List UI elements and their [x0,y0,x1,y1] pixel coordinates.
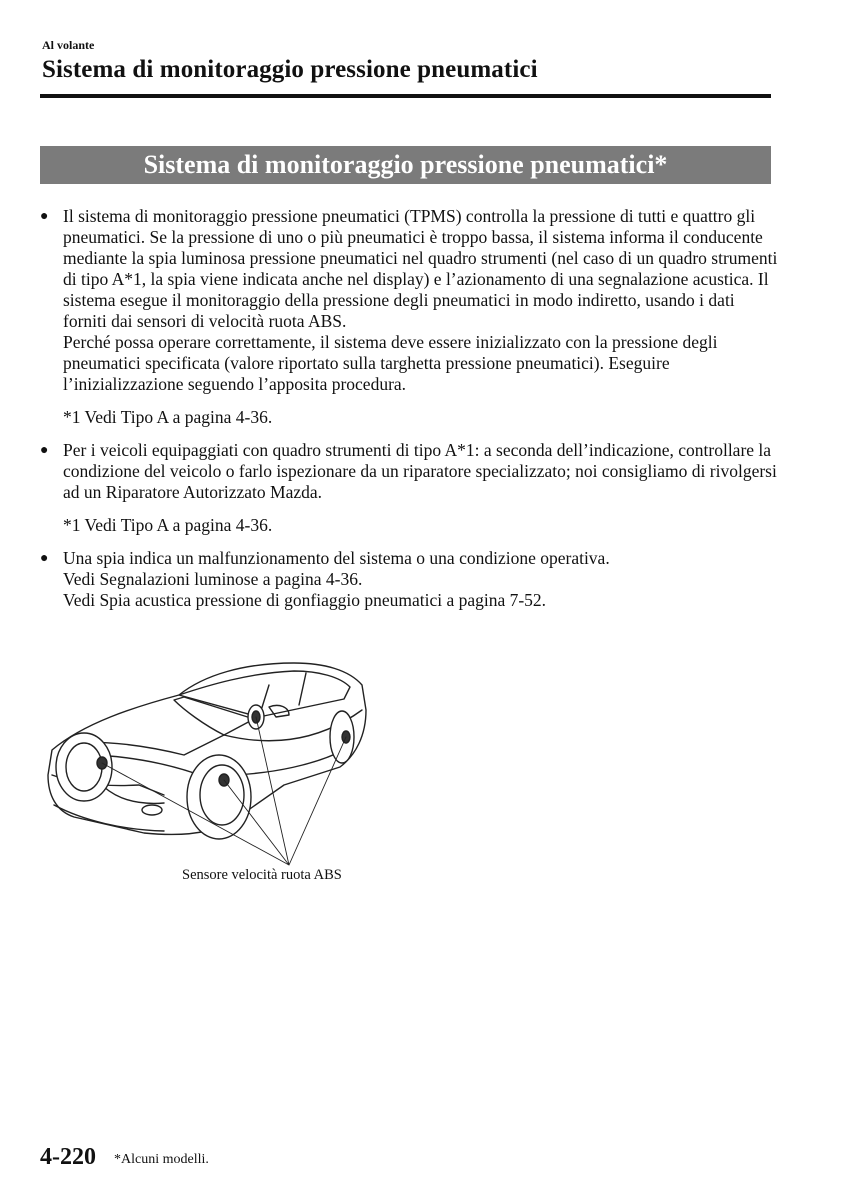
content [40,206,780,611]
footnote-reference: *1 Vedi Tipo A a pagina 4-36. [63,515,273,535]
bullet-body [63,206,780,395]
bullet-item [40,548,780,611]
paragraph: Vedi Segnalazioni luminose a pagina 4-36. [63,569,363,589]
paragraph: Una spia indica un malfunzionamento del sistema o una condizione operativa. [63,548,610,568]
title-divider [40,94,771,98]
bullet-item [40,440,780,503]
footnote: *Alcuni modelli. [114,1152,209,1167]
bullet-body [63,440,780,503]
bullet-dot: ● [40,551,49,566]
paragraph: Il sistema di monitoraggio pressione pneumatici (TPMS) controlla la pressione di tutti e quattro gli pneumatici. Se la pressione di uno o più pneumatici è troppo bassa, il sistema informa il conducente mediante la spia luminosa pressione pneumatici nel quadro strumenti (nel caso di un quadro strumenti di tipo A*1, la spia viene indicata anche nel display) e l’azionamento di una segnalazione acustica. Il sistema esegue il monitoraggio della pressione degli pneumatici in modo indiretto, usando i dati forniti dai sensori di velocità ruota ABS. [63,206,778,331]
car-illustration [44,655,374,890]
paragraph: Vedi Spia acustica pressione di gonfiaggio pneumatici a pagina 7-52. [63,590,547,610]
footnote-reference: *1 Vedi Tipo A a pagina 4-36. [63,407,273,427]
page-number: 4-220 [40,1144,96,1170]
paragraph: Perché possa operare correttamente, il sistema deve essere inizializzato con la pressione degli pneumatici specificata (valore riportato sulla targhetta pressione pneumatici). Eseguire l’inizializzazione seguendo l’apposita procedura. [63,332,718,394]
page-title: Sistema di monitoraggio pressione pneumatici [42,56,538,83]
bullet-dot: ● [40,443,49,458]
paragraph: Per i veicoli equipaggiati con quadro strumenti di tipo A*1: a seconda dell’indicazione, controllare la condizione del veicolo o farlo ispezionare da un riparatore specializzato; noi consigliamo di rivolgersi ad un Riparatore Autorizzato Mazda. [63,440,777,502]
section-label: Al volante [42,38,95,52]
bullet-body [63,548,610,611]
section-banner: Sistema di monitoraggio pressione pneumatici* [40,146,771,184]
bullet-item [40,206,780,395]
figure-caption: Sensore velocità ruota ABS [182,867,342,883]
car-wheel-sensor-icon [44,655,374,890]
bullet-dot: ● [40,209,49,224]
